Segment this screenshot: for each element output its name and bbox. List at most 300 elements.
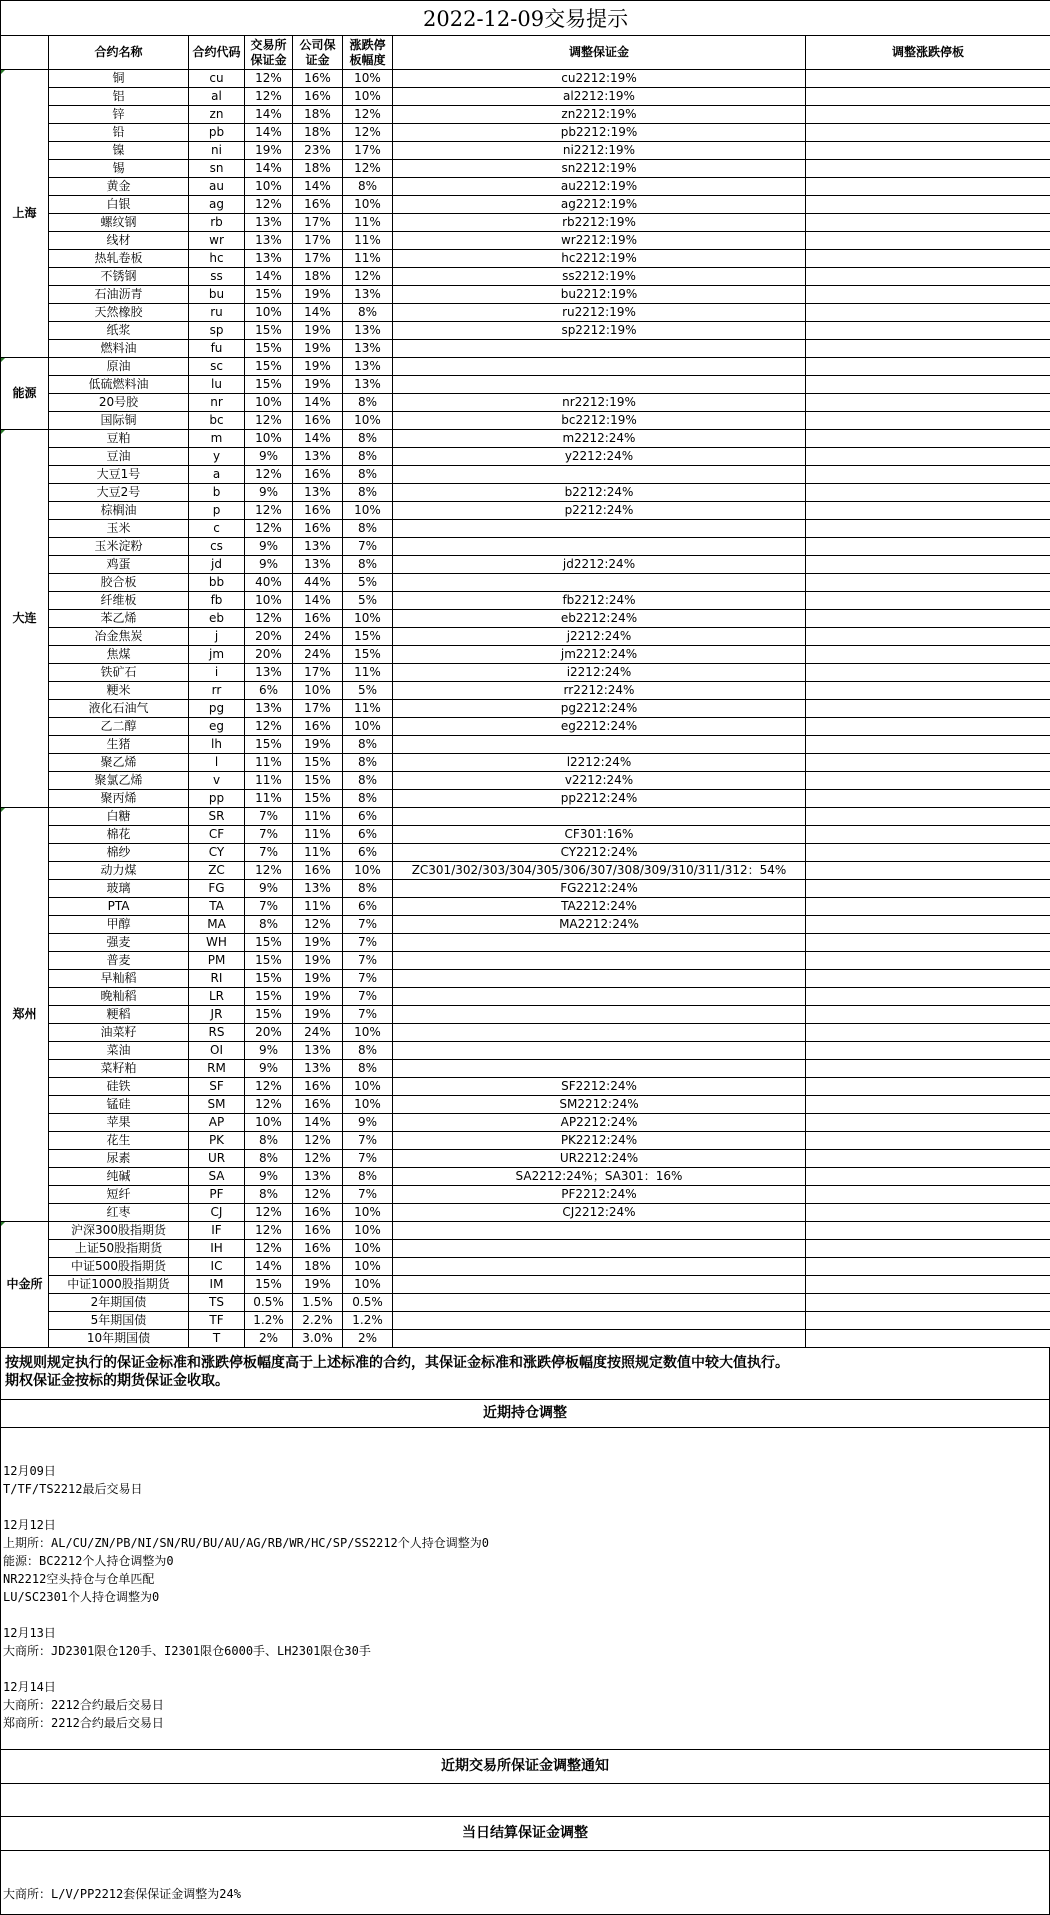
contract-name-cell: 粳稻 <box>49 1006 189 1024</box>
exchange-margin-cell: 15% <box>245 952 293 970</box>
contract-code-cell: ni <box>189 142 245 160</box>
exchange-margin-cell: 9% <box>245 1168 293 1186</box>
cell-comment-marker <box>1 1222 5 1226</box>
company-margin-cell: 16% <box>293 1204 343 1222</box>
contract-name-cell: 焦煤 <box>49 646 189 664</box>
exchange-margin-cell: 14% <box>245 160 293 178</box>
adjusted-margin-cell <box>393 520 806 538</box>
company-margin-cell: 19% <box>293 970 343 988</box>
adjusted-limit-cell <box>806 1132 1050 1150</box>
price-limit-cell: 13% <box>343 322 393 340</box>
company-margin-cell: 13% <box>293 538 343 556</box>
company-margin-cell: 18% <box>293 160 343 178</box>
adjusted-limit-cell <box>806 736 1050 754</box>
price-limit-cell: 7% <box>343 952 393 970</box>
table-row <box>1 646 1050 664</box>
exchange-margin-cell: 1.2% <box>245 1312 293 1330</box>
exchange-margin-cell: 11% <box>245 790 293 808</box>
adjusted-limit-cell <box>806 808 1050 826</box>
company-margin-cell: 19% <box>293 736 343 754</box>
adjusted-margin-cell: nr2212:19% <box>393 394 806 412</box>
adjusted-margin-cell <box>393 1276 806 1294</box>
adjusted-limit-cell <box>806 1078 1050 1096</box>
contract-code-cell: PK <box>189 1132 245 1150</box>
contract-code-cell: sp <box>189 322 245 340</box>
price-limit-cell: 10% <box>343 1096 393 1114</box>
exchange-label: 大连 <box>1 430 49 808</box>
header-contract-name: 合约名称 <box>49 36 189 70</box>
exchange-margin-cell: 12% <box>245 520 293 538</box>
contract-code-cell: ag <box>189 196 245 214</box>
company-margin-cell: 19% <box>293 1276 343 1294</box>
contract-code-cell: fb <box>189 592 245 610</box>
adjusted-limit-cell <box>806 322 1050 340</box>
contract-code-cell: cu <box>189 70 245 88</box>
adjusted-margin-cell: ss2212:19% <box>393 268 806 286</box>
contract-code-cell: SF <box>189 1078 245 1096</box>
price-limit-cell: 10% <box>343 1276 393 1294</box>
adjusted-margin-cell <box>393 1060 806 1078</box>
contract-code-cell: zn <box>189 106 245 124</box>
contract-name-cell: 锰硅 <box>49 1096 189 1114</box>
contract-code-cell: l <box>189 754 245 772</box>
table-row <box>1 574 1050 592</box>
adjusted-limit-cell <box>806 448 1050 466</box>
adjusted-margin-cell <box>393 1312 806 1330</box>
contract-name-cell: 早籼稻 <box>49 970 189 988</box>
adjusted-margin-cell: bc2212:19% <box>393 412 806 430</box>
margin-notice-body <box>1 1784 1049 1817</box>
adjusted-limit-cell <box>806 1024 1050 1042</box>
position-adjust-line: 能源：BC2212个人持仓调整为0 <box>3 1552 1045 1570</box>
exchange-margin-cell: 12% <box>245 70 293 88</box>
adjusted-margin-cell: rb2212:19% <box>393 214 806 232</box>
exchange-margin-cell: 9% <box>245 448 293 466</box>
contract-name-cell: 铝 <box>49 88 189 106</box>
price-limit-cell: 10% <box>343 88 393 106</box>
contract-code-cell: TS <box>189 1294 245 1312</box>
company-margin-cell: 3.0% <box>293 1330 343 1348</box>
price-limit-cell: 10% <box>343 862 393 880</box>
exchange-margin-cell: 14% <box>245 106 293 124</box>
contract-code-cell: pg <box>189 700 245 718</box>
table-row <box>1 1132 1050 1150</box>
company-margin-cell: 16% <box>293 520 343 538</box>
contract-code-cell: p <box>189 502 245 520</box>
adjusted-margin-cell <box>393 574 806 592</box>
adjusted-limit-cell <box>806 1204 1050 1222</box>
contract-name-cell: 红枣 <box>49 1204 189 1222</box>
exchange-margin-cell: 15% <box>245 1276 293 1294</box>
exchange-margin-cell: 9% <box>245 484 293 502</box>
contract-code-cell: nr <box>189 394 245 412</box>
table-row <box>1 1006 1050 1024</box>
position-adjust-line: LU/SC2301个人持仓调整为0 <box>3 1588 1045 1606</box>
adjusted-limit-cell <box>806 502 1050 520</box>
exchange-margin-cell: 13% <box>245 232 293 250</box>
exchange-margin-cell: 2% <box>245 1330 293 1348</box>
contract-name-cell: 动力煤 <box>49 862 189 880</box>
adjusted-limit-cell <box>806 1186 1050 1204</box>
exchange-margin-cell: 14% <box>245 124 293 142</box>
price-limit-cell: 10% <box>343 1240 393 1258</box>
position-adjust-date: 12月09日 <box>3 1462 1045 1480</box>
contract-code-cell: a <box>189 466 245 484</box>
table-row <box>1 1240 1050 1258</box>
contract-code-cell: pp <box>189 790 245 808</box>
contract-name-cell: 普麦 <box>49 952 189 970</box>
contract-name-cell: 锌 <box>49 106 189 124</box>
company-margin-cell: 19% <box>293 340 343 358</box>
adjusted-limit-cell <box>806 1258 1050 1276</box>
contract-name-cell: 2年期国债 <box>49 1294 189 1312</box>
contract-code-cell: wr <box>189 232 245 250</box>
contract-name-cell: 国际铜 <box>49 412 189 430</box>
exchange-margin-cell: 13% <box>245 700 293 718</box>
header-adjusted-limit: 调整涨跌停板 <box>806 36 1050 70</box>
adjusted-margin-cell: cu2212:19% <box>393 70 806 88</box>
price-limit-cell: 13% <box>343 376 393 394</box>
exchange-margin-cell: 8% <box>245 1186 293 1204</box>
contract-name-cell: 苯乙烯 <box>49 610 189 628</box>
table-row <box>1 1294 1050 1312</box>
price-limit-cell: 15% <box>343 628 393 646</box>
margin-notice-heading: 近期交易所保证金调整通知 <box>1 1750 1049 1784</box>
price-limit-cell: 8% <box>343 1042 393 1060</box>
contract-code-cell: j <box>189 628 245 646</box>
exchange-margin-cell: 10% <box>245 592 293 610</box>
exchange-label: 郑州 <box>1 808 49 1222</box>
adjusted-limit-cell <box>806 1150 1050 1168</box>
position-adjust-date: 12月12日 <box>3 1516 1045 1534</box>
contract-name-cell: 豆油 <box>49 448 189 466</box>
contract-name-cell: 鸡蛋 <box>49 556 189 574</box>
position-adjust-group <box>3 1678 1045 1732</box>
exchange-margin-cell: 10% <box>245 394 293 412</box>
table-row <box>1 1150 1050 1168</box>
exchange-margin-cell: 14% <box>245 268 293 286</box>
table-row <box>1 142 1050 160</box>
contract-name-cell: 沪深300股指期货 <box>49 1222 189 1240</box>
adjusted-margin-cell: ni2212:19% <box>393 142 806 160</box>
rule-note-line-2: 期权保证金按标的期货保证金收取。 <box>5 1372 1045 1390</box>
contract-code-cell: SA <box>189 1168 245 1186</box>
adjusted-margin-cell: jm2212:24% <box>393 646 806 664</box>
exchange-margin-cell: 13% <box>245 214 293 232</box>
table-row <box>1 340 1050 358</box>
contract-code-cell: TF <box>189 1312 245 1330</box>
cell-comment-marker <box>1 358 5 362</box>
table-row <box>1 898 1050 916</box>
contract-name-cell: 油菜籽 <box>49 1024 189 1042</box>
price-limit-cell: 8% <box>343 772 393 790</box>
contract-code-cell: PM <box>189 952 245 970</box>
adjusted-limit-cell <box>806 376 1050 394</box>
adjusted-margin-cell: ZC301/302/303/304/305/306/307/308/309/310/311/312：54% <box>393 862 806 880</box>
table-row <box>1 412 1050 430</box>
adjusted-limit-cell <box>806 790 1050 808</box>
contract-name-cell: 镍 <box>49 142 189 160</box>
contract-code-cell: c <box>189 520 245 538</box>
exchange-margin-cell: 12% <box>245 466 293 484</box>
adjusted-limit-cell <box>806 718 1050 736</box>
contract-name-cell: 螺纹钢 <box>49 214 189 232</box>
adjusted-limit-cell <box>806 700 1050 718</box>
adjusted-margin-cell: rr2212:24% <box>393 682 806 700</box>
adjusted-margin-cell: fb2212:24% <box>393 592 806 610</box>
adjusted-margin-cell: sp2212:19% <box>393 322 806 340</box>
table-row <box>1 988 1050 1006</box>
price-limit-cell: 6% <box>343 844 393 862</box>
company-margin-cell: 16% <box>293 88 343 106</box>
price-limit-cell: 8% <box>343 484 393 502</box>
contract-name-cell: PTA <box>49 898 189 916</box>
contract-name-cell: 白糖 <box>49 808 189 826</box>
company-margin-cell: 11% <box>293 844 343 862</box>
sheet-title: 2022-12-09交易提示 <box>1 1 1050 36</box>
company-margin-cell: 11% <box>293 808 343 826</box>
adjusted-margin-cell: CF301:16% <box>393 826 806 844</box>
contract-code-cell: RS <box>189 1024 245 1042</box>
adjusted-margin-cell: p2212:24% <box>393 502 806 520</box>
adjusted-limit-cell <box>806 1096 1050 1114</box>
company-margin-cell: 24% <box>293 646 343 664</box>
adjusted-limit-cell <box>806 754 1050 772</box>
table-row <box>1 394 1050 412</box>
company-margin-cell: 24% <box>293 1024 343 1042</box>
exchange-margin-cell: 9% <box>245 1060 293 1078</box>
company-margin-cell: 16% <box>293 412 343 430</box>
contract-code-cell: cs <box>189 538 245 556</box>
company-margin-cell: 15% <box>293 772 343 790</box>
rule-note-line-1: 按规则规定执行的保证金标准和涨跌停板幅度高于上述标准的合约，其保证金标准和涨跌停板幅度按照规定数值中较大值执行。 <box>5 1354 1045 1372</box>
contract-name-cell: 聚氯乙烯 <box>49 772 189 790</box>
price-limit-cell: 5% <box>343 574 393 592</box>
adjusted-limit-cell <box>806 1006 1050 1024</box>
price-limit-cell: 8% <box>343 394 393 412</box>
adjusted-margin-cell: SF2212:24% <box>393 1078 806 1096</box>
exchange-margin-cell: 7% <box>245 808 293 826</box>
price-limit-cell: 0.5% <box>343 1294 393 1312</box>
exchange-margin-cell: 10% <box>245 304 293 322</box>
table-row <box>1 1312 1050 1330</box>
contract-code-cell: bc <box>189 412 245 430</box>
price-limit-cell: 6% <box>343 826 393 844</box>
adjusted-margin-cell: j2212:24% <box>393 628 806 646</box>
table-row <box>1 664 1050 682</box>
company-margin-cell: 16% <box>293 196 343 214</box>
contract-code-cell: RM <box>189 1060 245 1078</box>
position-adjust-line: 大商所：JD2301限仓120手、I2301限仓6000手、LH2301限仓30手 <box>3 1642 1045 1660</box>
table-row <box>1 106 1050 124</box>
contract-code-cell: m <box>189 430 245 448</box>
exchange-margin-cell: 12% <box>245 1204 293 1222</box>
contract-name-cell: 液化石油气 <box>49 700 189 718</box>
adjusted-margin-cell <box>393 736 806 754</box>
company-margin-cell: 19% <box>293 952 343 970</box>
exchange-margin-cell: 13% <box>245 250 293 268</box>
contract-name-cell: 中证500股指期货 <box>49 1258 189 1276</box>
position-adjust-heading: 近期持仓调整 <box>1 1400 1049 1428</box>
table-row <box>1 844 1050 862</box>
adjusted-margin-cell: wr2212:19% <box>393 232 806 250</box>
contract-code-cell: IF <box>189 1222 245 1240</box>
contract-name-cell: 豆粕 <box>49 430 189 448</box>
adjusted-limit-cell <box>806 682 1050 700</box>
contract-code-cell: UR <box>189 1150 245 1168</box>
adjusted-margin-cell: jd2212:24% <box>393 556 806 574</box>
company-margin-cell: 1.5% <box>293 1294 343 1312</box>
exchange-margin-cell: 9% <box>245 1042 293 1060</box>
position-adjust-line: 大商所：2212合约最后交易日 <box>3 1696 1045 1714</box>
adjusted-limit-cell <box>806 592 1050 610</box>
contract-code-cell: SM <box>189 1096 245 1114</box>
position-adjust-group <box>3 1516 1045 1606</box>
adjusted-margin-cell: AP2212:24% <box>393 1114 806 1132</box>
company-margin-cell: 18% <box>293 106 343 124</box>
company-margin-cell: 16% <box>293 1222 343 1240</box>
exchange-margin-cell: 9% <box>245 556 293 574</box>
table-row <box>1 1096 1050 1114</box>
price-limit-cell: 8% <box>343 880 393 898</box>
contract-code-cell: LR <box>189 988 245 1006</box>
table-row <box>1 916 1050 934</box>
adjusted-margin-cell <box>393 1042 806 1060</box>
company-margin-cell: 18% <box>293 268 343 286</box>
cell-comment-marker <box>1 70 5 74</box>
contract-code-cell: ss <box>189 268 245 286</box>
table-row <box>1 232 1050 250</box>
exchange-margin-cell: 15% <box>245 736 293 754</box>
adjusted-margin-cell <box>393 1258 806 1276</box>
header-contract-code: 合约代码 <box>189 36 245 70</box>
contract-name-cell: 晚籼稻 <box>49 988 189 1006</box>
contract-code-cell: y <box>189 448 245 466</box>
table-row <box>1 790 1050 808</box>
table-row <box>1 88 1050 106</box>
contract-name-cell: 大豆2号 <box>49 484 189 502</box>
table-row <box>1 934 1050 952</box>
contract-code-cell: IH <box>189 1240 245 1258</box>
contract-name-cell: 花生 <box>49 1132 189 1150</box>
exchange-margin-cell: 12% <box>245 1240 293 1258</box>
exchange-margin-cell: 9% <box>245 538 293 556</box>
contract-name-cell: 大豆1号 <box>49 466 189 484</box>
exchange-margin-cell: 20% <box>245 1024 293 1042</box>
adjusted-margin-cell: b2212:24% <box>393 484 806 502</box>
price-limit-cell: 7% <box>343 988 393 1006</box>
adjusted-margin-cell <box>393 988 806 1006</box>
exchange-margin-cell: 10% <box>245 430 293 448</box>
position-adjust-body <box>1 1428 1049 1750</box>
exchange-margin-cell: 12% <box>245 502 293 520</box>
adjusted-limit-cell <box>806 466 1050 484</box>
contract-code-cell: PF <box>189 1186 245 1204</box>
contract-code-cell: MA <box>189 916 245 934</box>
exchange-margin-cell: 15% <box>245 340 293 358</box>
position-adjust-line: NR2212空头持仓与仓单匹配 <box>3 1570 1045 1588</box>
table-row <box>1 322 1050 340</box>
company-margin-cell: 44% <box>293 574 343 592</box>
adjusted-limit-cell <box>806 394 1050 412</box>
adjusted-limit-cell <box>806 1060 1050 1078</box>
exchange-margin-cell: 15% <box>245 988 293 1006</box>
header-adjusted-margin: 调整保证金 <box>393 36 806 70</box>
contract-code-cell: WH <box>189 934 245 952</box>
header-company-margin: 公司保证金 <box>293 36 343 70</box>
exchange-label: 能源 <box>1 358 49 430</box>
adjusted-limit-cell <box>806 934 1050 952</box>
table-row <box>1 1168 1050 1186</box>
contract-code-cell: ZC <box>189 862 245 880</box>
adjusted-margin-cell: eb2212:24% <box>393 610 806 628</box>
exchange-margin-cell: 19% <box>245 142 293 160</box>
price-limit-cell: 6% <box>343 808 393 826</box>
contract-name-cell: 粳米 <box>49 682 189 700</box>
contract-name-cell: 玉米淀粉 <box>49 538 189 556</box>
table-row <box>1 502 1050 520</box>
company-margin-cell: 2.2% <box>293 1312 343 1330</box>
company-margin-cell: 15% <box>293 790 343 808</box>
contract-code-cell: sn <box>189 160 245 178</box>
contract-code-cell: lh <box>189 736 245 754</box>
company-margin-cell: 13% <box>293 556 343 574</box>
table-row <box>1 1024 1050 1042</box>
adjusted-margin-cell <box>393 466 806 484</box>
company-margin-cell: 14% <box>293 592 343 610</box>
price-limit-cell: 13% <box>343 358 393 376</box>
adjusted-limit-cell <box>806 430 1050 448</box>
adjusted-margin-cell: bu2212:19% <box>393 286 806 304</box>
contract-name-cell: 菜油 <box>49 1042 189 1060</box>
contract-name-cell: 聚乙烯 <box>49 754 189 772</box>
company-margin-cell: 14% <box>293 178 343 196</box>
contract-name-cell: 5年期国债 <box>49 1312 189 1330</box>
adjusted-limit-cell <box>806 898 1050 916</box>
company-margin-cell: 13% <box>293 1042 343 1060</box>
adjusted-margin-cell: PF2212:24% <box>393 1186 806 1204</box>
table-row <box>1 70 1050 88</box>
table-row <box>1 862 1050 880</box>
adjusted-limit-cell <box>806 304 1050 322</box>
exchange-margin-cell: 7% <box>245 898 293 916</box>
table-row <box>1 1276 1050 1294</box>
adjusted-margin-cell <box>393 934 806 952</box>
company-margin-cell: 15% <box>293 754 343 772</box>
adjusted-limit-cell <box>806 358 1050 376</box>
price-limit-cell: 8% <box>343 178 393 196</box>
contract-name-cell: 石油沥青 <box>49 286 189 304</box>
adjusted-limit-cell <box>806 268 1050 286</box>
exchange-margin-cell: 20% <box>245 628 293 646</box>
contract-code-cell: al <box>189 88 245 106</box>
adjusted-limit-cell <box>806 574 1050 592</box>
contract-code-cell: i <box>189 664 245 682</box>
price-limit-cell: 17% <box>343 142 393 160</box>
company-margin-cell: 13% <box>293 448 343 466</box>
adjusted-limit-cell <box>806 610 1050 628</box>
adjusted-limit-cell <box>806 1294 1050 1312</box>
header-row <box>1 36 1050 70</box>
adjusted-margin-cell <box>393 1222 806 1240</box>
adjusted-limit-cell <box>806 664 1050 682</box>
company-margin-cell: 14% <box>293 304 343 322</box>
table-row <box>1 376 1050 394</box>
contract-name-cell: 中证1000股指期货 <box>49 1276 189 1294</box>
adjusted-limit-cell <box>806 160 1050 178</box>
company-margin-cell: 18% <box>293 1258 343 1276</box>
contract-name-cell: 强麦 <box>49 934 189 952</box>
